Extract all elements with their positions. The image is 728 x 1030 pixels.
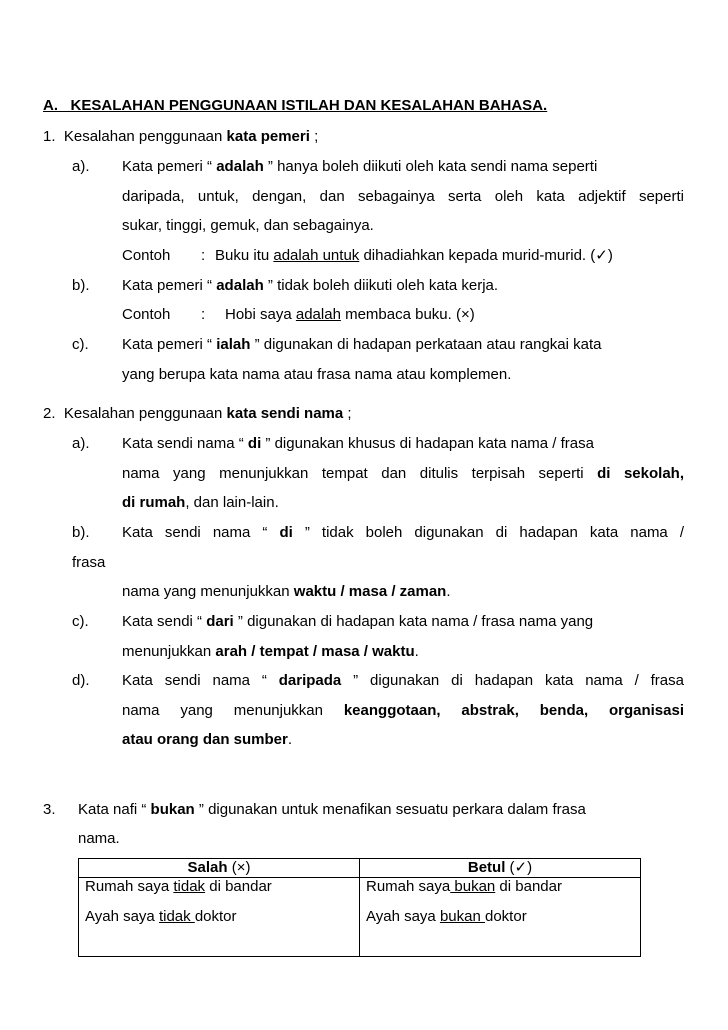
- s1b-example-colon: :: [201, 306, 206, 323]
- s1a-example-label: Contoh: [122, 247, 171, 264]
- s2b-line2: frasa: [72, 554, 106, 571]
- text: ” digunakan khusus di hadapan kata nama / frasa: [261, 435, 594, 452]
- s2-intro-text: Kesalahan penggunaan: [63, 405, 227, 422]
- text: Rumah saya: [85, 878, 174, 895]
- s3-line1: [78, 801, 586, 819]
- term: dari: [206, 613, 234, 630]
- s1c-label: c).: [72, 336, 89, 353]
- text: ” digunakan di hadapan kata nama / frasa nama yang: [233, 613, 594, 630]
- text: ” hanya boleh diikuti oleh kata sendi nama seperti: [263, 158, 598, 175]
- s1-intro: [43, 128, 318, 146]
- section-a-heading: [43, 97, 547, 115]
- text: Kata sendi “: [122, 613, 207, 630]
- text: ): [607, 247, 613, 264]
- salah-example-1: [85, 878, 353, 896]
- text: .: [287, 731, 293, 748]
- underlined-text: bukan: [450, 878, 496, 895]
- underlined-text: tidak: [158, 908, 195, 925]
- text: ” tidak boleh diikuti oleh kata kerja.: [263, 277, 499, 294]
- cross-mark-icon: ×: [460, 306, 470, 323]
- s1b-line1: [122, 277, 498, 295]
- text: ” digunakan di hadapan kata nama / frasa: [341, 672, 684, 689]
- term: di sekolah,: [597, 465, 684, 482]
- text: ” tidak boleh digunakan di hadapan kata nama /: [292, 524, 684, 541]
- text: Kata pemeri “: [122, 158, 217, 175]
- text: Kata pemeri “: [122, 277, 217, 294]
- term: atau orang dan sumber: [122, 731, 288, 748]
- text: di bandar: [495, 878, 562, 895]
- text: doktor: [485, 908, 527, 925]
- s2b-line3: [122, 583, 451, 601]
- term: di: [279, 524, 293, 541]
- table-header-row: [79, 859, 641, 878]
- s1a-line1: [122, 158, 597, 176]
- s1b-example-label: Contoh: [122, 306, 171, 323]
- s1a-line3: sukar, tinggi, gemuk, dan sebagainya.: [122, 217, 374, 234]
- s2d-label: d).: [72, 672, 90, 689]
- betul-example-2: [366, 908, 634, 926]
- cross-mark-icon: (×): [231, 859, 251, 876]
- s2a-line3: [122, 494, 279, 512]
- term: keanggotaan, abstrak, benda, organisasi: [343, 702, 684, 719]
- s2a-label: a).: [72, 435, 90, 452]
- term: ialah: [216, 336, 251, 353]
- s2-intro-end: ;: [343, 405, 352, 422]
- s1b-label: b).: [72, 277, 90, 294]
- term: waktu / masa / zaman: [293, 583, 447, 600]
- s3-number: 3.: [43, 801, 56, 818]
- betul-example-1: [366, 878, 634, 896]
- text: Kata nafi “: [78, 801, 151, 818]
- s2b-label: b).: [72, 524, 90, 541]
- underlined-text: bukan: [439, 908, 485, 925]
- term: bukan: [150, 801, 195, 818]
- s1-intro-text: Kesalahan penggunaan: [63, 128, 227, 145]
- text: nama yang menunjukkan: [122, 583, 294, 600]
- table-row: [79, 878, 641, 957]
- s1c-line2: yang berupa kata nama atau frasa nama atau komplemen.: [122, 366, 512, 383]
- text: Hobi saya: [225, 306, 296, 323]
- s1a-line2: daripada, untuk, dengan, dan sebagainya serta oleh kata adjektif seperti: [122, 188, 684, 205]
- comparison-table: [78, 858, 641, 957]
- text: ” digunakan untuk menafikan sesuatu perkara dalam frasa: [194, 801, 586, 818]
- s2d-line2: [122, 702, 684, 720]
- term: adalah: [216, 158, 264, 175]
- header-label: Salah: [187, 859, 228, 876]
- s2-intro: [43, 405, 352, 423]
- check-mark-icon: ✓: [595, 247, 608, 264]
- s1-intro-term: kata pemeri: [226, 128, 310, 145]
- s2-number: 2.: [43, 405, 56, 422]
- text: Ayah saya: [366, 908, 440, 925]
- s1a-example: [215, 247, 613, 265]
- header-salah: [79, 859, 360, 878]
- text: Kata sendi nama “: [122, 672, 279, 689]
- s2d-line3: [122, 731, 292, 749]
- term: adalah: [216, 277, 264, 294]
- text: menunjukkan: [122, 643, 216, 660]
- s1-intro-end: ;: [309, 128, 319, 145]
- underlined-text: tidak: [173, 878, 206, 895]
- s3-line2: nama.: [78, 830, 120, 847]
- text: ): [469, 306, 475, 323]
- text: Rumah saya: [366, 878, 451, 895]
- underlined-text: adalah untuk: [273, 247, 360, 264]
- term: daripada: [278, 672, 342, 689]
- s2a-line1: [122, 435, 594, 453]
- text: .: [414, 643, 419, 660]
- text: , dan lain-lain.: [185, 494, 279, 511]
- betul-cell: [360, 878, 641, 957]
- s2c-label: c).: [72, 613, 89, 630]
- text: Kata sendi nama “: [122, 524, 280, 541]
- term: di: [247, 435, 262, 452]
- text: Kata pemeri “: [122, 336, 217, 353]
- s1a-example-colon: :: [201, 247, 206, 264]
- s2c-line2: [122, 643, 419, 661]
- s2d-line1: [122, 672, 684, 690]
- text: ” digunakan di hadapan perkataan atau rangkai kata: [250, 336, 602, 353]
- term: arah / tempat / masa / waktu: [215, 643, 415, 660]
- s1b-example: [225, 306, 475, 324]
- header-label: Betul: [467, 859, 506, 876]
- s1c-line1: [122, 336, 602, 354]
- salah-cell: [79, 878, 360, 957]
- text: di bandar: [205, 878, 272, 895]
- header-betul: [360, 859, 641, 878]
- heading-title: KESALAHAN PENGGUNAAN ISTILAH DAN KESALAHAN BAHASA.: [70, 97, 548, 114]
- text: nama yang menunjukkan: [122, 702, 344, 719]
- heading-letter: A.: [43, 97, 58, 114]
- text: Ayah saya: [85, 908, 159, 925]
- text: doktor: [194, 908, 237, 925]
- check-mark-icon: (✓): [509, 859, 533, 876]
- s2a-line2: [122, 465, 684, 483]
- text: .: [446, 583, 451, 600]
- underlined-text: adalah: [295, 306, 341, 323]
- text: Buku itu: [215, 247, 274, 264]
- term: di rumah: [122, 494, 186, 511]
- text: dihadiahkan kepada murid-murid. (: [359, 247, 596, 264]
- s2c-line1: [122, 613, 593, 631]
- text: Kata sendi nama “: [122, 435, 248, 452]
- s1a-label: a).: [72, 158, 90, 175]
- s2-intro-term: kata sendi nama: [226, 405, 344, 422]
- salah-example-2: [85, 908, 353, 926]
- s1-number: 1.: [43, 128, 56, 145]
- text: membaca buku. (: [340, 306, 461, 323]
- s2b-line1: [122, 524, 684, 542]
- text: nama yang menunjukkan tempat dan ditulis terpisah seperti: [122, 465, 598, 482]
